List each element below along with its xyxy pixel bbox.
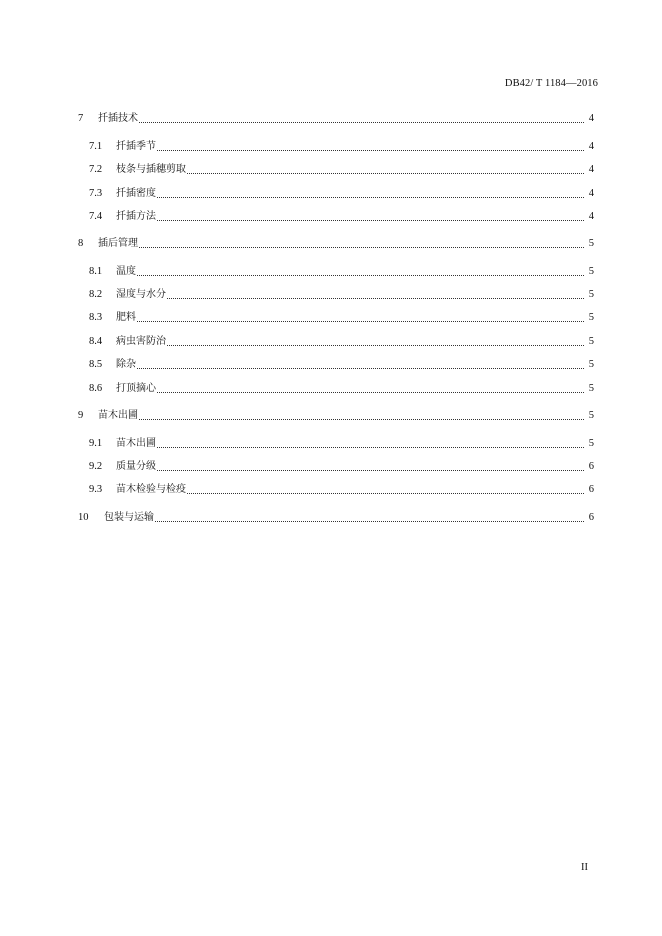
toc-entry[interactable] xyxy=(89,437,594,451)
toc-dot-leader xyxy=(187,492,584,494)
toc-entry-title: 扦插密度 xyxy=(116,188,156,199)
toc-dot-leader xyxy=(157,446,584,448)
toc-entry-page: 5 xyxy=(588,359,594,370)
toc-dot-leader xyxy=(157,149,584,151)
toc-entry[interactable] xyxy=(89,483,594,497)
toc-entry[interactable] xyxy=(89,311,594,325)
toc-entry-title: 枝条与插穗剪取 xyxy=(116,164,186,175)
toc-entry-page: 4 xyxy=(588,141,594,152)
toc-entry[interactable] xyxy=(89,382,594,396)
toc-entry-number: 8.4 xyxy=(89,336,103,347)
toc-entry-number: 8.6 xyxy=(89,383,103,394)
toc-dot-leader xyxy=(139,418,584,420)
toc-entry[interactable] xyxy=(89,265,594,279)
toc-entry-page: 6 xyxy=(588,484,594,495)
toc-entry-title: 苗木出圃 xyxy=(116,438,156,449)
toc-entry-page: 5 xyxy=(588,383,594,394)
toc-dot-leader xyxy=(157,196,584,198)
toc-entry-number: 7.1 xyxy=(89,141,103,152)
toc-entry-number: 7.4 xyxy=(89,211,103,222)
toc-entry-title: 病虫害防治 xyxy=(116,336,166,347)
toc-entry-number: 10 xyxy=(78,512,89,523)
toc-entry-page: 4 xyxy=(588,211,594,222)
toc-entry-title: 肥料 xyxy=(116,312,136,323)
toc-dot-leader xyxy=(167,297,584,299)
toc-entry[interactable] xyxy=(78,409,594,423)
toc-dot-leader xyxy=(137,274,584,276)
toc-dot-leader xyxy=(155,520,584,522)
toc-dot-leader xyxy=(167,344,584,346)
toc-dot-leader xyxy=(157,219,584,221)
toc-entry-page: 5 xyxy=(588,289,594,300)
toc-entry[interactable] xyxy=(89,210,594,224)
toc-entry-number: 9.3 xyxy=(89,484,103,495)
toc-entry-number: 8.5 xyxy=(89,359,103,370)
toc-entry-number: 8.2 xyxy=(89,289,103,300)
toc-entry-page: 4 xyxy=(588,113,594,124)
toc-entry-page: 5 xyxy=(588,312,594,323)
toc-entry-page: 4 xyxy=(588,164,594,175)
toc-entry[interactable] xyxy=(89,358,594,372)
toc-entry-page: 5 xyxy=(588,438,594,449)
toc-dot-leader xyxy=(157,469,584,471)
document-code-header: DB42/ T 1184—2016 xyxy=(504,78,598,89)
toc-entry-title: 苗木出圃 xyxy=(98,410,138,421)
toc-entry-title: 插后管理 xyxy=(98,238,138,249)
toc-entry[interactable] xyxy=(78,112,594,126)
toc-dot-leader xyxy=(187,172,584,174)
toc-entry[interactable] xyxy=(89,460,594,474)
toc-entry-title: 扦插方法 xyxy=(116,211,156,222)
toc-entry-number: 7.3 xyxy=(89,188,103,199)
toc-entry[interactable] xyxy=(89,187,594,201)
toc-entry-title: 扦插季节 xyxy=(116,141,156,152)
toc-dot-leader xyxy=(139,121,584,123)
toc-entry-title: 质量分级 xyxy=(116,461,156,472)
toc-entry-number: 9.2 xyxy=(89,461,103,472)
toc-entry-page: 5 xyxy=(588,410,594,421)
toc-entry-page: 6 xyxy=(588,512,594,523)
toc-entry-title: 扦插技术 xyxy=(98,113,138,124)
toc-entry-number: 9 xyxy=(78,410,84,421)
toc-entry[interactable] xyxy=(89,288,594,302)
toc-entry-page: 4 xyxy=(588,188,594,199)
toc-entry-title: 包装与运输 xyxy=(104,512,154,523)
toc-entry-title: 打顶摘心 xyxy=(116,383,156,394)
toc-entry-page: 5 xyxy=(588,266,594,277)
toc-entry[interactable] xyxy=(89,163,594,177)
toc-entry-title: 温度 xyxy=(116,266,136,277)
toc-entry-title: 湿度与水分 xyxy=(116,289,166,300)
toc-entry-number: 8.1 xyxy=(89,266,103,277)
toc-entry-number: 8.3 xyxy=(89,312,103,323)
toc-entry[interactable] xyxy=(78,511,594,525)
toc-dot-leader xyxy=(157,391,584,393)
toc-entry-number: 7.2 xyxy=(89,164,103,175)
toc-entry-title: 苗木检验与检疫 xyxy=(116,484,186,495)
toc-entry-number: 8 xyxy=(78,238,84,249)
toc-entry-page: 5 xyxy=(588,336,594,347)
toc-entry-title: 除杂 xyxy=(116,359,136,370)
toc-dot-leader xyxy=(137,320,584,322)
toc-entry-page: 5 xyxy=(588,238,594,249)
toc-entry-number: 9.1 xyxy=(89,438,103,449)
toc-entry-number: 7 xyxy=(78,113,84,124)
toc-entry-page: 6 xyxy=(588,461,594,472)
page-number: II xyxy=(581,862,588,873)
toc-dot-leader xyxy=(137,367,584,369)
toc-dot-leader xyxy=(139,246,584,248)
toc-entry[interactable] xyxy=(78,237,594,251)
toc-entry[interactable] xyxy=(89,140,594,154)
toc-entry[interactable] xyxy=(89,335,594,349)
